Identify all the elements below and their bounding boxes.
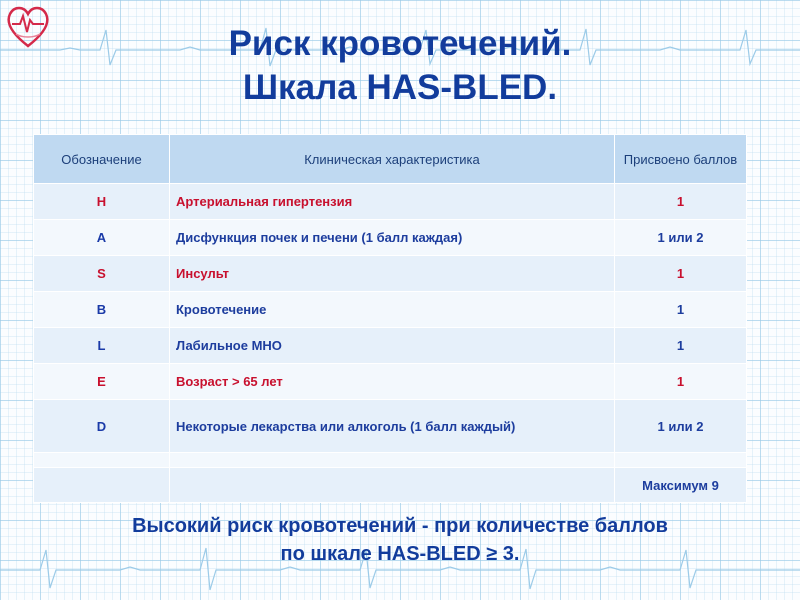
row-letter: S [34, 256, 170, 292]
row-letter: E [34, 364, 170, 400]
table-row [34, 292, 747, 328]
total-empty-cell [170, 468, 615, 503]
table-total-row [34, 468, 747, 503]
row-points: 1 или 2 [615, 400, 747, 453]
has-bled-table [33, 134, 747, 503]
spacer-cell [615, 453, 747, 468]
conclusion-line-1: Высокий риск кровотечений - при количестве баллов [132, 515, 668, 537]
row-description: Лабильное МНО [170, 328, 615, 364]
conclusion-text [0, 512, 800, 568]
table-row [34, 400, 747, 453]
total-empty-cell [34, 468, 170, 503]
spacer-cell [170, 453, 615, 468]
row-letter: L [34, 328, 170, 364]
row-points: 1 [615, 256, 747, 292]
spacer-cell [34, 453, 170, 468]
row-letter: D [34, 400, 170, 453]
table-row [34, 184, 747, 220]
table-row [34, 328, 747, 364]
row-letter: H [34, 184, 170, 220]
table-spacer-row [34, 453, 747, 468]
total-points: Максимум 9 [615, 468, 747, 503]
row-description: Дисфункция почек и печени (1 балл каждая) [170, 220, 615, 256]
table-header-row [34, 135, 747, 184]
row-description: Возраст > 65 лет [170, 364, 615, 400]
row-points: 1 [615, 184, 747, 220]
row-description: Некоторые лекарства или алкоголь (1 балл каждый) [170, 400, 615, 453]
row-letter: B [34, 292, 170, 328]
column-header-designation: Обозначение [34, 135, 170, 184]
page-title [0, 22, 800, 110]
title-line-1: Риск кровотечений. [228, 24, 572, 63]
column-header-characteristic: Клиническая характеристика [170, 135, 615, 184]
row-description: Инсульт [170, 256, 615, 292]
row-description: Артериальная гипертензия [170, 184, 615, 220]
row-points: 1 или 2 [615, 220, 747, 256]
row-letter: A [34, 220, 170, 256]
row-points: 1 [615, 328, 747, 364]
row-points: 1 [615, 292, 747, 328]
row-description: Кровотечение [170, 292, 615, 328]
table-row [34, 364, 747, 400]
conclusion-line-2: по шкале HAS-BLED ≥ 3. [280, 543, 520, 565]
table-row [34, 220, 747, 256]
column-header-points: Присвоено баллов [615, 135, 747, 184]
row-points: 1 [615, 364, 747, 400]
table-row [34, 256, 747, 292]
title-line-2: Шкала HAS-BLED. [242, 68, 558, 107]
